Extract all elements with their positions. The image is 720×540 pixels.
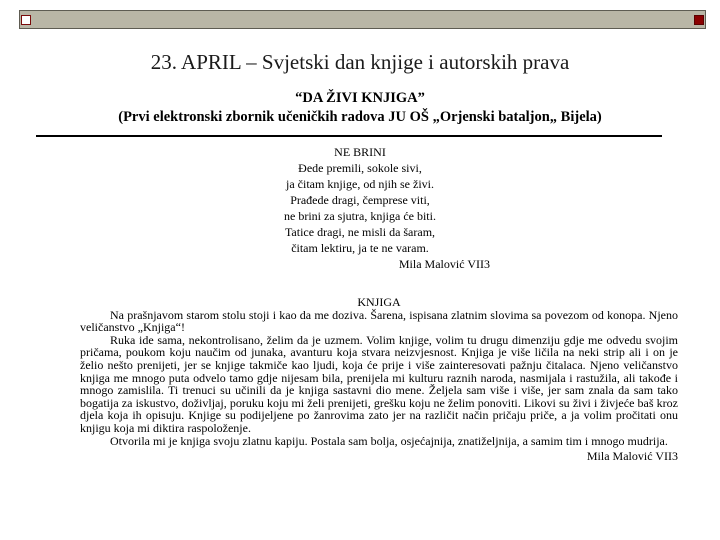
bullet-square-icon <box>694 15 704 25</box>
subtitle-publication: (Prvi elektronski zbornik učeničkih radova JU OŠ „Orjenski bataljon„ Bijela) <box>118 109 602 125</box>
poem-line: čitam lektiru, ja te ne varam. <box>291 241 429 255</box>
poem <box>230 144 490 272</box>
poem-line: Prađede dragi, čemprese viti, <box>290 193 430 207</box>
poem-line: ja čitam knjige, od njih se živi. <box>286 177 434 191</box>
story-title: KNJIGA <box>357 295 401 309</box>
divider <box>36 135 662 137</box>
story-author: Mila Malović VII3 <box>586 449 678 464</box>
poem-author: Mila Malović VII3 <box>398 257 490 271</box>
poem-line: Tatice dragi, ne misli da šaram, <box>284 225 436 239</box>
story-paragraph: Na prašnjavom starom stolu stoji i kao da me doziva. Šarena, ispisana zlatnim slovima sa povezom od konopa. Njeno veličanstvo „Knjiga“! <box>80 307 678 335</box>
subtitle: “DA ŽIVI KNJIGA” <box>295 90 425 106</box>
bullet-square-icon <box>21 15 31 25</box>
poem-line: ne brini za sjutra, knjiga će biti. <box>284 209 436 223</box>
slide-header-bar <box>19 10 706 29</box>
poem-title: NE BRINI <box>334 145 386 159</box>
poem-line: Đede premili, sokole sivi, <box>298 161 422 175</box>
page-title: 23. APRIL – Svjetski dan knjige i autorskih prava <box>150 50 570 74</box>
story-paragraph: Ruka ide sama, nekontrolisano, želim da je uzmem. Volim knjige, volim tu drugu dimenziju gdje me odvedu svojim pričama, poukom koju naučim od junaka, avanturu koja stvara neizvjesnost. Knjiga je više ličila na neki strip ali i on je želio nešto prenijeti, jer se knjige takmiče kao ljudi, koja će prije i više zainteresovati pažnju čitalaca. Njeno veličanstvo knjiga me mnogo puta odvelo tamo gdje nijesam bila, prenijela mi kulturu raznih naroda, nasmijala i rastužila, ali takođe i mnogo zamislila. Ti trenuci su učinili da je knjiga sastavni dio mene. Željela sam više i više, jer sam znala da sam tako bogatija za iskustvo, doživljaj, poruku koju mi želi prenijeti, grešku koju ne želim ponoviti. Likovi su živi i živjeće baš kroz djela koja ih opisuju. Knjige su podijeljene po žanrovima zato jer na različit način pričaju priče, a ja volim pročitati onu knjigu koja mi diktira raspoloženje. <box>80 332 678 435</box>
story <box>80 296 678 463</box>
story-paragraph: Otvorila mi je knjiga svoju zlatnu kapiju. Postala sam bolja, osjećajnija, znatiželjnija, a samim tim i mnogo mudrija. <box>110 433 668 448</box>
